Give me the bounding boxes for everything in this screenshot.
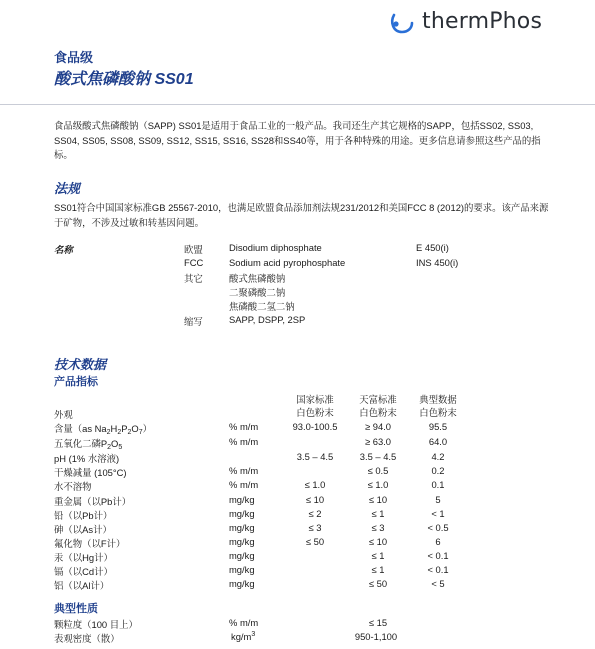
spec-name: 铝（以Al计） — [54, 580, 110, 591]
spec-name: 外观 — [54, 409, 73, 420]
typical-name: 颗粒度（100 目上） — [54, 619, 138, 630]
thermphos-swirl-icon — [388, 6, 416, 36]
col-header-national: 国家标准 — [296, 394, 334, 405]
name-key: FCC — [184, 257, 204, 268]
product-title: 酸式焦磷酸钠 SS01 — [54, 71, 194, 88]
spec-name: 干燥减量 (105°C) — [54, 467, 127, 478]
spec-unit: mg/kg — [229, 578, 255, 589]
name-value: Disodium diphosphate — [229, 242, 322, 253]
col-header-typical: 典型数据 — [419, 394, 457, 405]
spec-national: ≤ 3 — [308, 522, 322, 533]
spec-company: 3.5 – 4.5 — [359, 451, 397, 462]
spec-company: ≤ 50 — [368, 578, 388, 589]
name-value: SAPP, DSPP, 2SP — [229, 314, 306, 325]
spec-typical: < 1 — [431, 508, 445, 519]
spec-name: 水不溶物 — [54, 481, 92, 492]
spec-company: ≤ 10 — [368, 494, 388, 505]
spec-company: ≤ 1 — [371, 550, 385, 561]
spec-company: ≤ 1 — [371, 508, 385, 519]
spec-typical: < 5 — [431, 578, 445, 589]
intro-paragraph: 食品级酸式焦磷酸钠（SAPP) SS01是适用于食品工业的一般产品。我司还生产其它规格的SAPP，包括SS02, SS03, SS04, SS05, SS08, SS09, SS12, SS15, SS16, SS28和SS40等，用于各种特殊的用途。更多信息请参照这些产品的指标。 — [54, 120, 541, 160]
name-code: INS 450(i) — [416, 257, 459, 268]
spec-company: ≤ 1.0 — [367, 479, 389, 490]
typical-value: ≤ 15 — [368, 617, 388, 628]
spec-heading: 产品指标 — [54, 376, 98, 388]
spec-national: 93.0-100.5 — [292, 421, 338, 432]
typical-value: 950-1,100 — [354, 631, 398, 642]
spec-typical: 4.2 — [431, 451, 445, 462]
spec-company: ≤ 10 — [368, 536, 388, 547]
col-header-typical-form: 白色粉末 — [419, 407, 457, 418]
spec-typical: < 0.1 — [427, 564, 449, 575]
name-code: E 450(i) — [416, 242, 449, 253]
typical-heading: 典型性质 — [54, 603, 98, 615]
spec-name: 含量（as $Na_2H_2P_2O_7$） — [54, 423, 152, 436]
name-value: 酸式焦磷酸钠 — [229, 273, 286, 284]
spec-name: 五氧化二磷$P_2O_5$ — [54, 438, 123, 451]
spec-national: ≤ 10 — [305, 494, 325, 505]
col-header-national-form: 白色粉末 — [296, 407, 334, 418]
brand-name: thermPhos — [422, 8, 543, 34]
name-value: 焦磷酸二氢二钠 — [229, 301, 295, 312]
spec-unit: mg/kg — [229, 494, 255, 505]
spec-typical: 64.0 — [428, 436, 448, 447]
spec-company: ≤ 0.5 — [367, 465, 389, 476]
spec-typical: < 0.5 — [427, 522, 449, 533]
spec-name: 镉（以Cd计） — [54, 566, 113, 577]
spec-typical: 0.2 — [431, 465, 445, 476]
spec-name: 砷（以As计） — [54, 524, 112, 535]
spec-typical: < 0.1 — [427, 550, 449, 561]
spec-national: ≤ 50 — [305, 536, 325, 547]
spec-national: ≤ 2 — [308, 508, 322, 519]
spec-unit: mg/kg — [229, 522, 255, 533]
spec-typical: 5 — [435, 494, 441, 505]
name-value: Sodium acid pyrophosphate — [229, 257, 346, 268]
regulations-paragraph: SS01符合中国国家标准GB 25567-2010，也满足欧盟食品添加剂法规231/2012和美国FCC 8 (2012)的要求。该产品来源于矿物，不涉及过敏和转基因问题。 — [54, 202, 549, 228]
header-divider — [0, 104, 595, 105]
spec-unit: mg/kg — [229, 564, 255, 575]
spec-unit: % m/m — [229, 421, 259, 432]
typical-unit: % m/m — [229, 617, 259, 628]
spec-unit: % m/m — [229, 436, 259, 447]
regulations-heading: 法规 — [54, 181, 81, 196]
name-key: 欧盟 — [184, 244, 203, 255]
spec-name: pH (1% 水溶液) — [54, 453, 120, 464]
col-header-company: 天富标准 — [359, 394, 397, 405]
spec-name: 铅（以Pb计） — [54, 510, 113, 521]
spec-company: ≤ 1 — [371, 564, 385, 575]
spec-typical: 0.1 — [431, 479, 445, 490]
grade-title: 食品级 — [54, 50, 94, 65]
spec-unit: % m/m — [229, 479, 259, 490]
spec-name: 汞（以Hg计） — [54, 552, 113, 563]
names-label: 名称 — [54, 244, 73, 255]
brand-logo — [388, 6, 542, 36]
spec-national: 3.5 – 4.5 — [296, 451, 334, 462]
spec-name: 重金属（以Pb计） — [54, 496, 132, 507]
typical-name: 表观密度（散） — [54, 633, 120, 644]
spec-typical: 95.5 — [428, 421, 448, 432]
spec-national: ≤ 1.0 — [304, 479, 326, 490]
technical-heading: 技术数据 — [54, 357, 107, 372]
spec-company: ≥ 63.0 — [365, 436, 391, 447]
spec-unit: mg/kg — [229, 536, 255, 547]
name-key: 缩写 — [184, 316, 203, 327]
spec-typical: 6 — [435, 536, 441, 547]
spec-unit: mg/kg — [229, 508, 255, 519]
spec-company: ≥ 94.0 — [365, 421, 391, 432]
name-value: 二聚磷酸二钠 — [229, 287, 286, 298]
typical-unit: $kg/m^3$ — [231, 631, 256, 642]
spec-company: ≤ 3 — [371, 522, 385, 533]
spec-name: 氟化物（以F计） — [54, 538, 126, 549]
name-key: 其它 — [184, 273, 203, 284]
spec-unit: % m/m — [229, 465, 259, 476]
spec-unit: mg/kg — [229, 550, 255, 561]
col-header-company-form: 白色粉末 — [359, 407, 397, 418]
